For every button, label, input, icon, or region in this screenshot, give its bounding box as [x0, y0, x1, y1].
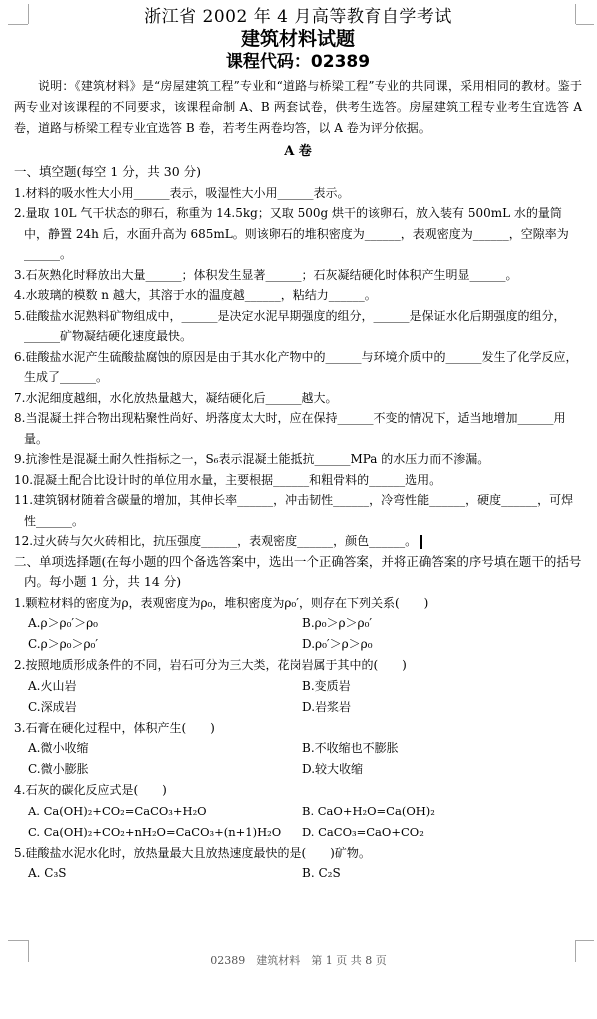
fill-question: 5.硅酸盐水泥熟料矿物组成中，______是决定水泥早期强度的组分，______是保证水化后期强度的组分，______矿物凝结硬化速度最快。: [14, 308, 566, 343]
section1-heading: 一、填空题(每空 1 分，共 30 分): [14, 164, 202, 179]
exam-title: 浙江省 2002 年 4 月高等教育自学考试: [144, 7, 452, 27]
choice-options: [14, 738, 582, 780]
paper-title: 建筑材料试题: [240, 28, 355, 50]
choice-option: D.岩浆岩: [302, 699, 352, 714]
choice-option: C.深成岩: [28, 699, 77, 714]
choice-option: A.火山岩: [28, 678, 77, 693]
choice-option: B. CaO+H₂O=Ca(OH)₂: [302, 803, 435, 818]
document-page: [14, 6, 582, 884]
choice-option: B.不收缩也不膨胀: [302, 741, 399, 755]
choice-question-stem: 3.石膏在硬化过程中，体积产生( ): [14, 720, 215, 735]
instructions-note: 说明：《建筑材料》是“房屋建筑工程”专业和“道路与桥梁工程”专业的共同课，采用相同的教材。鉴于两专业对该课程的不同要求，该课程命制 A、B 两套试卷，供考生选答。房屋建筑工程专业考生宜选答 A 卷，道路与桥梁工程专业宜选答 B 卷，若考生两卷均答，以 A 卷为评分依据。: [14, 79, 582, 135]
choice-option: D.ρ₀′＞ρ＞ρ₀: [302, 637, 373, 651]
choice-question-stem: 1.颗粒材料的密度为ρ，表观密度为ρ₀，堆积密度为ρ₀′，则存在下列关系( ): [14, 595, 429, 610]
fill-question: 6.硅酸盐水泥产生硫酸盐腐蚀的原因是由于其水化产物中的______与环境介质中的______发生了化学反应，生成了______。: [14, 349, 578, 384]
fill-question: 1.材料的吸水性大小用______表示，吸湿性大小用______表示。: [14, 185, 350, 200]
choice-option: B.变质岩: [302, 678, 351, 693]
fill-question: 9.抗渗性是混凝土耐久性指标之一，S₆表示混凝土能抵抗______MPa 的水压力而不渗漏。: [14, 452, 490, 466]
choice-option: C.ρ＞ρ₀＞ρ₀′: [28, 637, 99, 651]
fill-question: 8.当混凝土拌合物出现粘聚性尚好、坍落度太大时，应在保持______不变的情况下，适当地增加______用量。: [14, 411, 566, 446]
choice-options: [14, 676, 582, 718]
choice-question-stem: 4.石灰的碳化反应式是( ): [14, 783, 167, 797]
fill-question: 10.混凝土配合比设计时的单位用水量，主要根据______和粗骨料的______选用。: [14, 472, 442, 487]
choice-option: D. CaCO₃=CaO+CO₂: [302, 824, 424, 839]
choice-option: A.ρ＞ρ₀′＞ρ₀: [28, 616, 98, 630]
choice-option: A. Ca(OH)₂+CO₂=CaCO₃+H₂O: [28, 803, 207, 818]
choice-option: D.较大收缩: [302, 762, 364, 776]
volume-label: A 卷: [284, 144, 312, 159]
fill-question: 3.石灰熟化时释放出大量______；体积发生显著______；石灰凝结硬化时体积产生明显______。: [14, 267, 518, 282]
choice-option: A.微小收缩: [28, 741, 89, 755]
choice-option: A. C₃S: [28, 866, 67, 880]
choice-option: C.微小膨胀: [28, 762, 89, 776]
choice-option: B. C₂S: [302, 866, 341, 880]
choice-options: [14, 613, 582, 655]
choice-question-stem: 5.硅酸盐水泥水化时，放热量最大且放热速度最快的是( )矿物。: [14, 845, 371, 860]
choice-question-stem: 2.按照地质形成条件的不同，岩石可分为三大类，花岗岩属于其中的( ): [14, 658, 407, 672]
choice-option: C. Ca(OH)₂+CO₂+nH₂O=CaCO₃+(n+1)H₂O: [28, 824, 282, 839]
choice-options: [14, 863, 582, 884]
text-cursor: [420, 535, 422, 549]
crop-mark-bottom-left: [8, 940, 28, 941]
course-code: 课程代码：02389: [225, 52, 371, 72]
section2-heading: 二、单项选择题(在每小题的四个备选答案中，选出一个正确答案，并将正确答案的序号填在题干的括号内。每小题 1 分，共 14 分): [14, 553, 582, 589]
fill-question: 11.建筑钢材随着含碳量的增加，其伸长率______，冲击韧性______，冷弯性能______，硬度______，可焊性______。: [14, 493, 574, 528]
crop-mark-bottom-right: [576, 940, 594, 941]
fill-question-12: [14, 531, 582, 552]
choice-option: B.ρ₀＞ρ＞ρ₀′: [302, 616, 373, 630]
choice-options: [14, 801, 582, 843]
fill-question: 4.水玻璃的模数 n 越大，其溶于水的温度越______，粘结力______。: [14, 288, 377, 302]
page-footer: 02389 建筑材料 第 1 页 共 8 页: [210, 954, 387, 967]
fill-question: 2.量取 10L 气干状态的卵石，称重为 14.5kg；又取 500g 烘干的该卵石，放入装有 500mL 水的量筒中，静置 24h 后，水面升高为 685mL。则该卵石的堆积密度为______，表观密度为______，空隙率为______。: [14, 206, 569, 261]
fill-question-text: 12.过火砖与欠火砖相比，抗压强度______，表观密度______，颜色______。: [14, 534, 418, 548]
fill-question: 7.水泥细度越细，水化放热量越大，凝结硬化后______越大。: [14, 390, 338, 405]
